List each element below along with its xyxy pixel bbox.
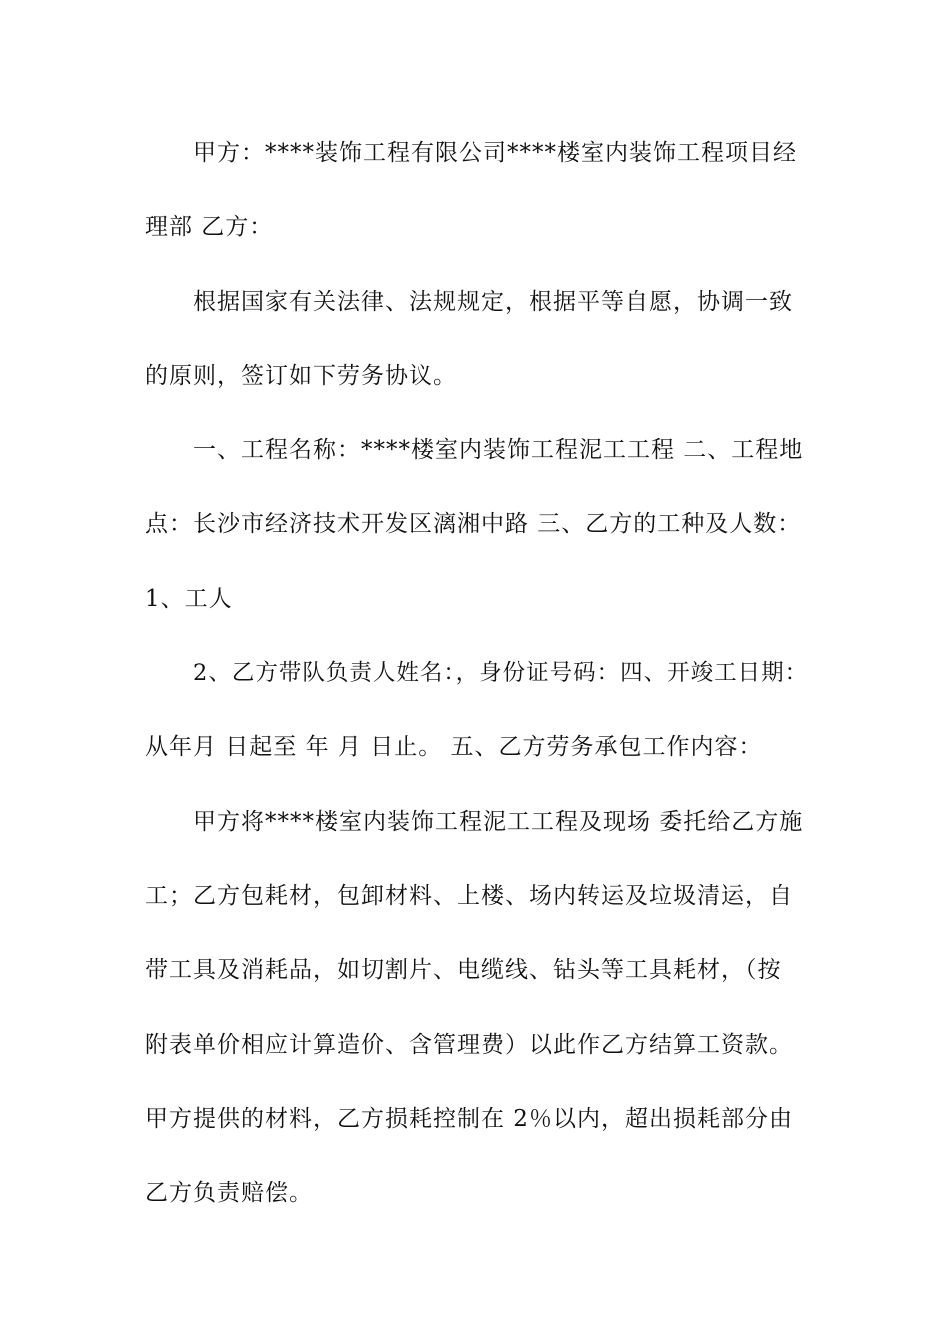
text-line-team-leader: 2、乙方带队负责人姓名：，身份证号码：四、开竣工日期： (193, 660, 809, 686)
text-line-scope-1: 甲方将****楼室内装饰工程泥工工程及现场 委托给乙方施 (193, 809, 804, 835)
text-line-scope-4: 附表单价相应计算造价、含管理费）以此作乙方结算工资款。 (145, 1032, 793, 1058)
text-line-party-b: 理部 乙方： (145, 214, 274, 240)
text-line-workers: 1、工人 (145, 586, 233, 612)
text-line-dates: 从年月 日起至 年 月 日止。 五、乙方劳务承包工作内容： (145, 734, 763, 760)
text-line-loss-2: 乙方负责赔偿。 (145, 1180, 313, 1206)
text-line-preamble-1: 根据国家有关法律、法规规定，根据平等自愿，协调一致 (193, 289, 793, 315)
text-line-scope-2: 工；乙方包耗材，包卸材料、上楼、场内转运及垃圾清运，自 (145, 883, 793, 909)
text-line-preamble-2: 的原则，签订如下劳务协议。 (145, 363, 457, 389)
text-line-party-a: 甲方：****装饰工程有限公司****楼室内装饰工程项目经 (193, 140, 797, 166)
text-line-loss-1: 甲方提供的材料，乙方损耗控制在 2％以内，超出损耗部分由 (145, 1106, 793, 1132)
text-line-project-location: 点：长沙市经济技术开发区漓湘中路 三、乙方的工种及人数： (145, 511, 802, 537)
text-line-project-name: 一、工程名称：****楼室内装饰工程泥工工程 二、工程地 (193, 437, 804, 463)
text-line-scope-3: 带工具及消耗品，如切割片、电缆线、钻头等工具耗材，（按 (145, 957, 782, 983)
